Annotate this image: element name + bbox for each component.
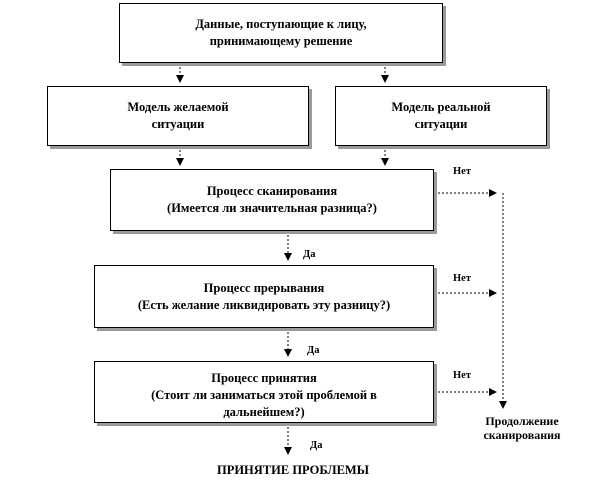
real-situation-model-box <box>335 86 547 146</box>
desired-situation-model-box <box>47 86 309 146</box>
interruption-process-box <box>94 265 434 328</box>
acceptance-process-box <box>94 361 434 423</box>
data-input-box <box>119 3 443 63</box>
desired-model-text-line1: Модель желаемой <box>127 100 229 114</box>
continue-scanning-line1: Продолжение <box>485 414 559 428</box>
no-label-interruption: Нет <box>453 273 471 284</box>
data-input-text-line2: принимающему решение <box>209 34 353 48</box>
acceptance-text-line2: (Стоит ли заниматься этой проблемой в <box>151 388 377 402</box>
acceptance-text-line1: Процесс принятия <box>211 371 317 385</box>
acceptance-text-line3: дальнейшем?) <box>223 405 305 419</box>
scanning-text-line1: Процесс сканирования <box>206 184 338 198</box>
no-label-acceptance: Нет <box>453 370 471 381</box>
desired-model-text-line2: ситуации <box>151 117 205 131</box>
real-model-text-line2: ситуации <box>414 117 468 131</box>
scanning-process-box <box>110 169 434 231</box>
continue-scanning-text <box>462 414 582 442</box>
interruption-text-line2: (Есть желание ликвидировать эту разницу?) <box>137 297 391 312</box>
accept-problem-text: ПРИНЯТИЕ ПРОБЛЕМЫ <box>216 463 370 477</box>
yes-label-acceptance: Да <box>310 440 323 451</box>
continue-scanning-line2: сканирования <box>483 428 561 442</box>
real-model-text-line1: Модель реальной <box>391 100 491 114</box>
scanning-text-line2: (Имеется ли значительная разница?) <box>167 201 377 215</box>
yes-label-interruption: Да <box>307 345 320 356</box>
interruption-text-line1: Процесс прерывания <box>203 280 325 295</box>
no-label-scanning: Нет <box>453 166 471 177</box>
yes-label-scanning: Да <box>303 249 316 260</box>
data-input-text-line1: Данные, поступающие к лицу, <box>195 17 367 31</box>
